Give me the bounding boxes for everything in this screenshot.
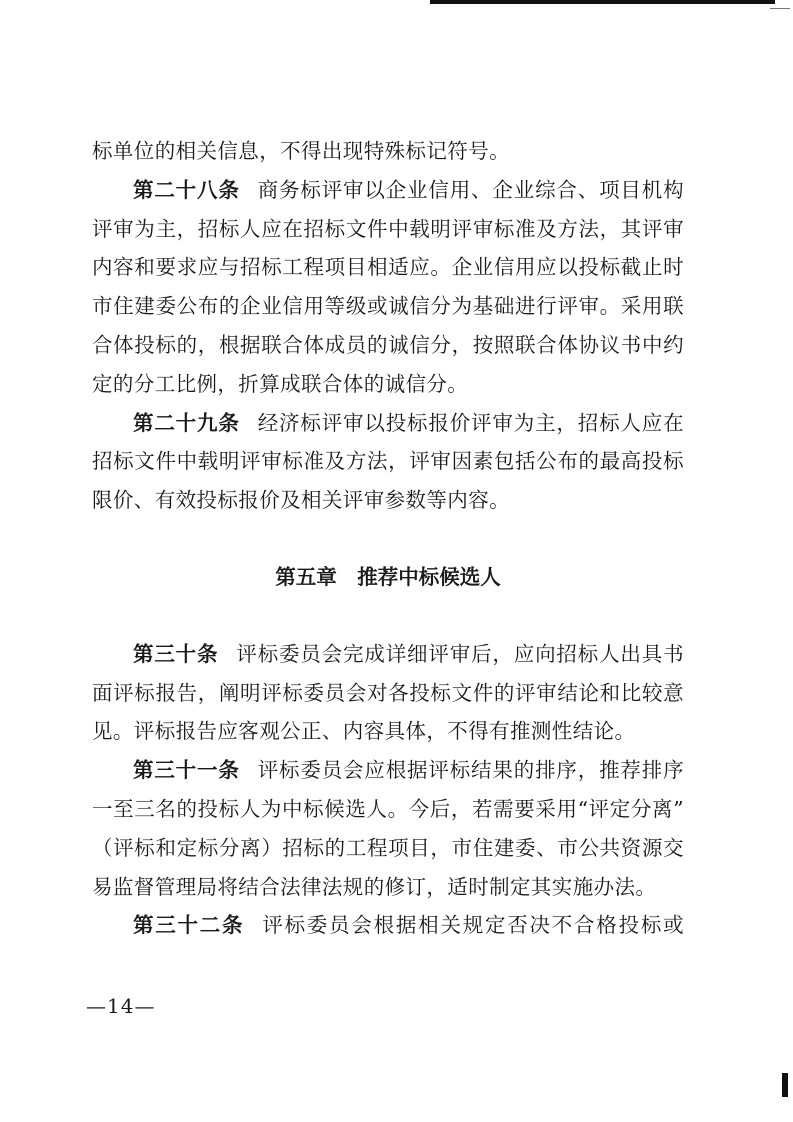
article-label: 第二十九条 — [133, 410, 240, 435]
text-line: 合体投标的，根据联合体成员的诚信分，按照联合体协议书中约 — [92, 332, 684, 357]
article-label: 第三十一条 — [133, 758, 240, 783]
text-line: 第三十二条 评标委员会根据相关规定否决不合格投标或 — [133, 913, 684, 938]
scan-mark — [782, 1073, 788, 1097]
text-line: 一至三名的投标人为中标候选人。今后，若需要采用“评定分离” — [92, 796, 684, 821]
document-page — [92, 132, 684, 945]
page-number: —14— — [86, 994, 156, 1018]
article-30 — [92, 635, 684, 751]
article-label: 第三十二条 — [133, 913, 245, 938]
article-31 — [92, 751, 684, 906]
text-line: 见。评标报告应客观公正、内容具体，不得有推测性结论。 — [92, 719, 636, 744]
article-label: 第二十八条 — [133, 177, 240, 202]
continuation-paragraph — [92, 132, 684, 171]
text-line: 定的分工比例，折算成联合体的诚信分。 — [92, 371, 469, 396]
text-line: 易监督管理局将结合法律法规的修订，适时制定其实施办法。 — [92, 874, 657, 899]
text-line: 限价、有效投标报价及相关评审参数等内容。 — [92, 488, 510, 513]
article-29 — [92, 404, 684, 520]
text-line: 面评标报告，阐明评标委员会对各投标文件的评审结论和比较意 — [92, 680, 684, 705]
text-line: 第二十八条 商务标评审以企业信用、企业综合、项目机构 — [133, 177, 684, 202]
text-line: 第二十九条 经济标评审以投标报价评审为主，招标人应在 — [133, 410, 684, 435]
article-32 — [92, 906, 684, 945]
text-line: 招标文件中载明评审标准及方法，评审因素包括公布的最高投标 — [92, 449, 684, 474]
text-line: 内容和要求应与招标工程项目相适应。企业信用应以投标截止时 — [92, 255, 684, 280]
text-line: 标单位的相关信息，不得出现特殊标记符号。 — [92, 139, 510, 163]
text-line: （评标和定标分离）招标的工程项目，市住建委、市公共资源交 — [92, 835, 684, 860]
top-rule — [430, 0, 775, 4]
text-line: 第三十一条 评标委员会应根据评标结果的排序，推荐排序 — [133, 758, 684, 783]
article-label: 第三十条 — [133, 641, 219, 666]
text-line: 第三十条 评标委员会完成详细评审后，应向招标人出具书 — [133, 641, 684, 666]
text-line: 市住建委公布的企业信用等级或诚信分为基础进行评审。采用联 — [92, 294, 684, 319]
text-line: 评审为主，招标人应在招标文件中载明评审标准及方法，其评审 — [92, 216, 684, 241]
chapter-heading: 第五章 推荐中标候选人 — [275, 564, 501, 589]
top-rule-thin — [770, 8, 790, 9]
article-28 — [92, 171, 684, 404]
